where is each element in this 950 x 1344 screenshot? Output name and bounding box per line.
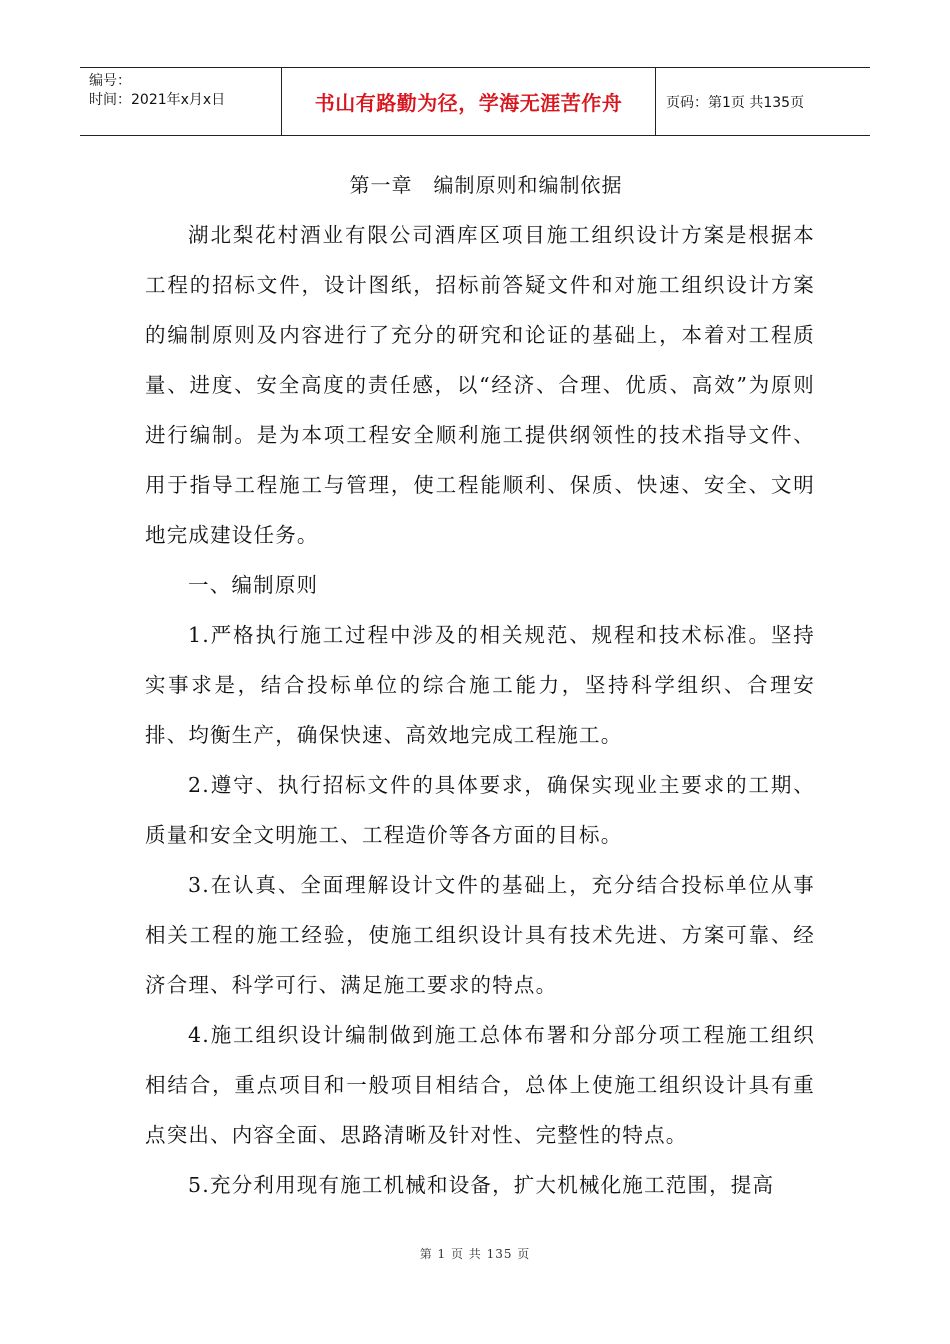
header-motto-cell: [282, 68, 656, 135]
paragraph-intro: 湖北梨花村酒业有限公司酒库区项目施工组织设计方案是根据本工程的招标文件，设计图纸，招标前答疑文件和对施工组织设计方案的编制原则及内容进行了充分的研究和论证的基础上，本着对工程质量、进度、安全高度的责任感，以“经济、合理、优质、高效”为原则进行编制。是为本项工程安全顺利施工提供纲领性的技术指导文件、用于指导工程施工与管理，使工程能顺利、保质、快速、安全、文明地完成建设任务。: [145, 223, 815, 547]
document-header: [80, 67, 870, 136]
document-number-label: 编号：: [89, 73, 131, 89]
section-heading: 一、编制原则: [188, 573, 319, 597]
header-meta-cell: [80, 68, 282, 135]
paragraph-principle-2: 2.遵守、执行招标文件的具体要求，确保实现业主要求的工期、质量和安全文明施工、工程造价等各方面的目标。: [145, 773, 815, 847]
page-footer: 第 1 页 共 135 页: [419, 1247, 531, 1261]
paragraph-principle-1: 1.严格执行施工过程中涉及的相关规范、规程和技术标准。坚持实事求是，结合投标单位的综合施工能力，坚持科学组织、合理安排、均衡生产，确保快速、高效地完成工程施工。: [145, 623, 815, 747]
header-page-info: 页码：第1页 共135页: [666, 94, 805, 111]
header-page-cell: [656, 68, 870, 135]
chapter-title: 第一章 编制原则和编制依据: [349, 173, 623, 197]
document-date-label: 时间：2021年x月x日: [89, 92, 226, 108]
paragraph-principle-5: 5.充分利用现有施工机械和设备，扩大机械化施工范围，提高: [188, 1173, 775, 1197]
paragraph-principle-3: 3.在认真、全面理解设计文件的基础上，充分结合投标单位从事相关工程的施工经验，使施工组织设计具有技术先进、方案可靠、经济合理、科学可行、满足施工要求的特点。: [145, 873, 815, 997]
header-motto: 书山有路勤为径，学海无涯苦作舟: [314, 91, 623, 115]
document-body: [145, 160, 815, 1210]
paragraph-principle-4: 4.施工组织设计编制做到施工总体布署和分部分项工程施工组织相结合，重点项目和一般项目相结合，总体上使施工组织设计具有重点突出、内容全面、思路清晰及针对性、完整性的特点。: [145, 1023, 815, 1147]
